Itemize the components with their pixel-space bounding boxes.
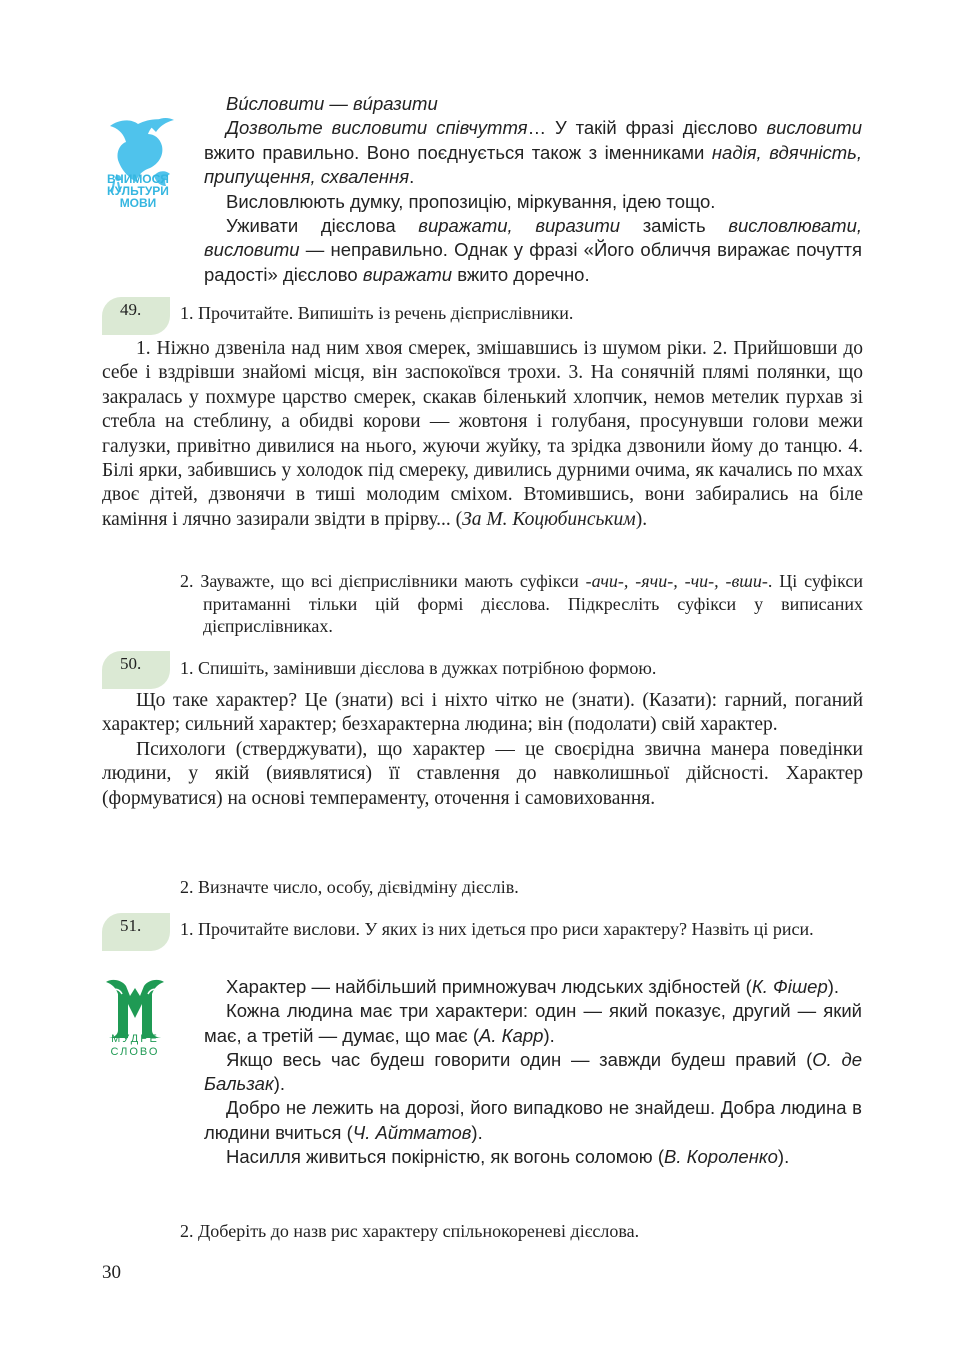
quote: Добро не лежить на дорозі, його випадково не знайдеш. Добра людина в людини вчиться (Ч. Айтматов).	[204, 1097, 862, 1143]
wise-word-icon	[102, 978, 168, 1040]
exercise-text	[102, 689, 863, 811]
culture-paragraph: Висловлюють думку, пропозицію, міркування, ідею тощо.	[226, 190, 716, 212]
exercise-text: 1. Ніжно дзвеніла над ним хвоя смерек, змішавшись із шумом ріки. 2. Прийшовши до себе і вздрівши знайомі місця, він заспокоївся трохи. 3. На сонячній плямі полянки, що закралась у похмуре царство смерек, скакав біленький хлопчик, немов метелик пурхав зі стебла на стеблину, а обидві корови — жовтоня і голубаня, просунувши голови межи галузки, привітно дивилися на нього, жуючи жуйку, та зрідка дзвонили йому до танцю. 4. Білі ярки, забившись у холодок під смереку, дивились дурними очима, як качались по мхах двоє дітей, дзвонячи в тиші молодим сміхом. Втомившись, вони забирались на біле каміння і лячно зазирали звідти в прірву... (За М. Коцюбинським).	[102, 338, 863, 530]
exercise-paragraph: Що таке характер? Це (знати) всі і ніхто чітко не (знати). (Казати): гарний, поганий характер; сильний характер; безхарактерна людина; він (подолати) свій характер.	[102, 690, 863, 736]
exercise-task: 1. Спишіть, замінивши дієслова в дужках потрібною формою.	[180, 658, 657, 678]
quote: Кожна людина має три характери: один — який показує, другий — який має, а третій — думає, що має (А. Карр).	[204, 1000, 862, 1046]
culture-label	[100, 173, 176, 209]
culture-paragraph: Дозвольте висловити співчуття… У такій фразі дієслово висловити вжито правильно. Воно поєднується також з іменниками надія, вдячність, припущення, схвалення.	[204, 117, 862, 188]
wise-word-label	[98, 1033, 172, 1059]
quote: Характер — найбільший примножувач людських здібностей (К. Фішер).	[226, 976, 840, 997]
exercise-subtask: 2. Визначте число, особу, дієвідміну дієслів.	[180, 877, 519, 897]
quote: Якщо весь час будеш говорити один — завжди будеш правий (О. де Бальзак).	[204, 1048, 862, 1095]
page-number: 30	[102, 1262, 121, 1283]
culture-label-line: МОВИ	[119, 196, 157, 210]
exercise-task: 1. Прочитайте. Випишіть із речень дієприслівники.	[180, 303, 574, 323]
wise-label-line: СЛОВО	[110, 1046, 160, 1058]
culture-title: Ви́словити — ви́разити	[226, 93, 438, 114]
exercise-subtask: 2. Доберіть до назв рис характеру спільнокореневі дієслова.	[180, 1221, 640, 1241]
exercise-task: 1. Прочитайте вислови. У яких із них ідеться про риси характеру? Назвіть ці риси.	[180, 919, 814, 939]
exercise-subtask: 2. Зауважте, що всі дієприслівники мають суфікси -ачи-, -ячи-, -чи-, -вши-. Ці суфікси притаманні тільки цій формі дієслова. Підкресліть суфікси у виписаних дієприслівниках.	[180, 571, 864, 636]
culture-label-line: КУЛЬТУРИ	[107, 184, 169, 198]
culture-text	[204, 92, 862, 287]
culture-label-line: ВЧИМОСЯ	[107, 172, 169, 186]
exercise-number-badge: 50.	[102, 651, 170, 689]
exercise-number-badge: 51.	[102, 913, 170, 951]
exercise-paragraph: Психологи (стверджувати), що характер — це своєрідна звична манера поведінки людини, у якій (виявлятися) її ставлення до навколишньої дійсності. Характер (формуватися) на основі темпераменту, оточення і самовиховання.	[102, 738, 863, 809]
quotes-block	[204, 975, 862, 1169]
quote: Насилля живиться покірністю, як вогонь соломою (В. Короленко).	[226, 1146, 790, 1168]
culture-paragraph: Уживати дієслова виражати, виразити замість висловлювати, висловити — неправильно. Однак у фразі «Його обличчя виражає почуття радості» дієслово виражати вжито доречно.	[204, 215, 862, 285]
exercise-number-badge: 49.	[102, 297, 170, 335]
wise-label-line: МУДРЕ	[111, 1033, 159, 1045]
